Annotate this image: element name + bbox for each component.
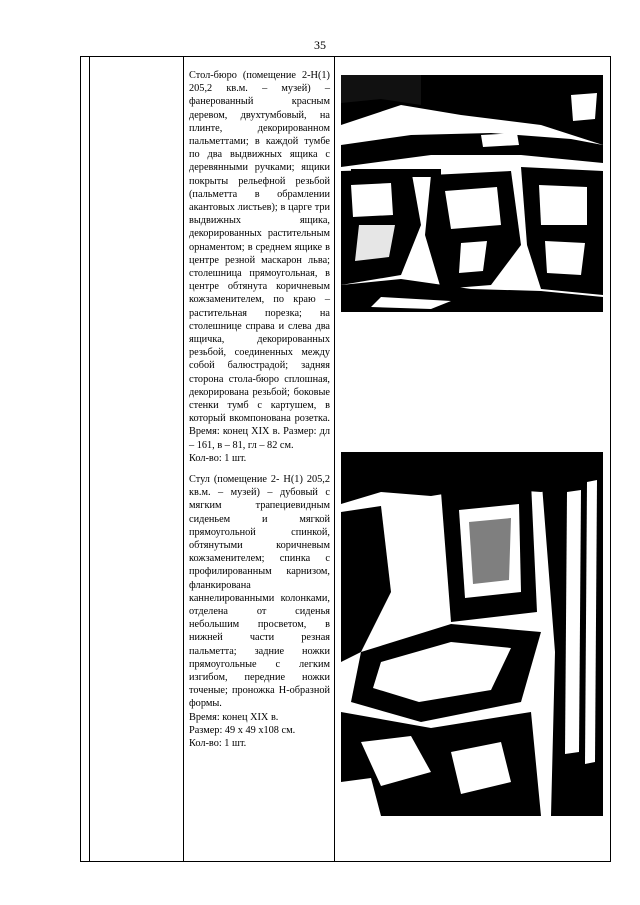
desk-quantity: Кол-во: 1 шт. (189, 452, 247, 464)
column-divider (183, 57, 184, 861)
desk-description: Стол-бюро (помещение 2-Н(1) 205,2 кв.м. – музей) – фанерованный красным деревом, двухтумбовый, на плинте, декорированном пальметтами; в каждой тумбе по два выдвижных ящика с деревянными ручками; ящики покрыты рельефной резьбой (пальметта в обрамлении акантовых листьев); в царге три выдвижных ящика, декорированных растительным орнаментом; в среднем ящике в центре резной маскарон льва; столешница прямоугольная, в центре обтянута коричневым кожзаменителем, по краю – растительная порезка; на столешнице справа и слева два ящичка, декорированных резьбой, соединенных между собой балюстрадой; задняя сторона стола-бюро сплошная, декорирована резьбой; боковые стенки тумб с картушем, в который вкомпонована розетка. Время: конец XIX в. Размер: дл – 161, в – 81, гл – 82 см. (189, 70, 330, 451)
item-description (189, 69, 330, 465)
page-number: 35 (314, 38, 326, 52)
column-divider (334, 57, 335, 861)
table-border-right (610, 57, 611, 861)
chair-size: Размер: 49 х 49 х108 см. (189, 724, 296, 736)
chair-photo-image (341, 452, 603, 816)
chair-time: Время: конец XIX в. (189, 711, 279, 723)
inventory-table (80, 56, 611, 862)
chair-description: Стул (помещение 2- Н(1) 205,2 кв.м. – музей) – дубовый с мягким трапециевидным сиденьем и мягкой прямоугольной спинкой, обтянутыми коричневым кожзаменителем; спинка с профилированным карнизом, фланкирована каннелированными колонками, отделена от сиденья небольшим просветом, в нижней части резная пальметта; задние ножки прямоугольные с легким изгибом, передние ножки точеные; проножка Н-образной формы. (189, 474, 330, 710)
chair-quantity: Кол-во: 1 шт. (189, 738, 247, 750)
item-description (189, 473, 330, 750)
chair-photo (341, 452, 603, 816)
desk-photo-image (341, 75, 603, 312)
desk-photo (341, 75, 603, 312)
column-divider (89, 57, 90, 861)
table-border-left (80, 57, 81, 861)
